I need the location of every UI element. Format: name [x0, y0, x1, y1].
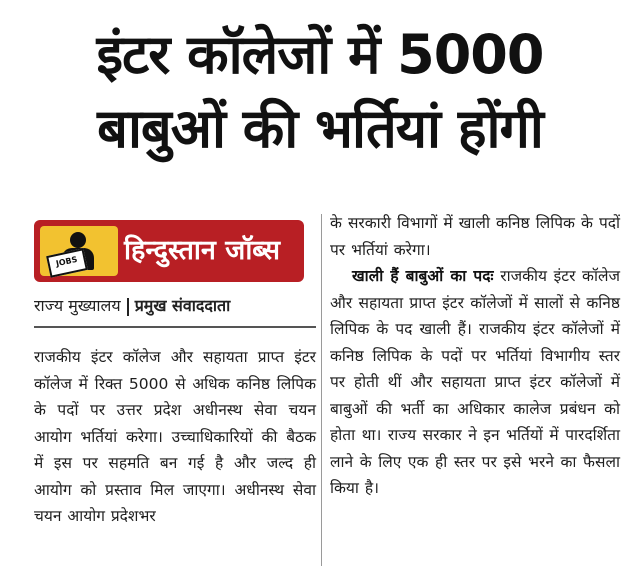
- logo-title: हिन्दुस्तान जॉब्स: [124, 235, 280, 266]
- byline-location: राज्य मुख्यालय: [34, 296, 121, 315]
- byline-correspondent: प्रमुख संवाददाता: [134, 296, 231, 315]
- article-left-paragraph: राजकीय इंटर कॉलेज और सहायता प्राप्त इंटर कॉलेज में रिक्त 5000 से अधिक कनिष्ठ लिपिक के पदों पर उत्तर प्रदेश अधीनस्थ सेवा चयन आयोग भर्तियां करेगा। उच्चाधिकारियों की बैठक में इस पर सहमति बन गई है और जल्द ही आयोग को प्रस्ताव मिल जाएगा। अधीनस्थ सेवा चयन आयोग प्रदेशभर: [34, 348, 316, 525]
- byline: [34, 294, 316, 316]
- left-column: [34, 212, 316, 530]
- article-subhead: खाली हैं बाबुओं का पदः: [352, 267, 494, 285]
- byline-rule: [34, 326, 316, 328]
- column-divider: [321, 214, 322, 566]
- article-right-paragraph: राजकीय इंटर कॉलेज और सहायता प्राप्त इंटर कॉलेजों में सालों से कनिष्ठ लिपिक के पद खाली हैं। राजकीय इंटर कॉलेजों में कनिष्ठ लिपिक के पदों पर भर्तियां विभागीय स्तर पर होती थीं और सहायता प्राप्त इंटर कॉलेजों में बाबुओं की भर्ती का अधिकार कालेज प्रबंधन को होता था। राज्य सरकार ने इन भर्तियों में पारदर्शिता लाने के लिए एक ही स्तर पर इसे भरने का फैसला किया है।: [330, 267, 620, 497]
- byline-separator: [127, 298, 129, 316]
- jobs-man-icon: [40, 226, 118, 276]
- article-right-section: [330, 263, 620, 502]
- hindustan-jobs-logo: [34, 220, 304, 282]
- headline: [0, 18, 640, 166]
- headline-line-1: इंटर कॉलेजों में 5000: [96, 23, 544, 86]
- jobs-sign-text: JOBS: [46, 248, 88, 277]
- right-column: [330, 212, 620, 502]
- headline-line-2: बाबुओं की भर्तियां होंगी: [97, 97, 543, 160]
- article-continuation: के सरकारी विभागों में खाली कनिष्ठ लिपिक के पदों पर भर्तियां करेगा।: [330, 214, 620, 259]
